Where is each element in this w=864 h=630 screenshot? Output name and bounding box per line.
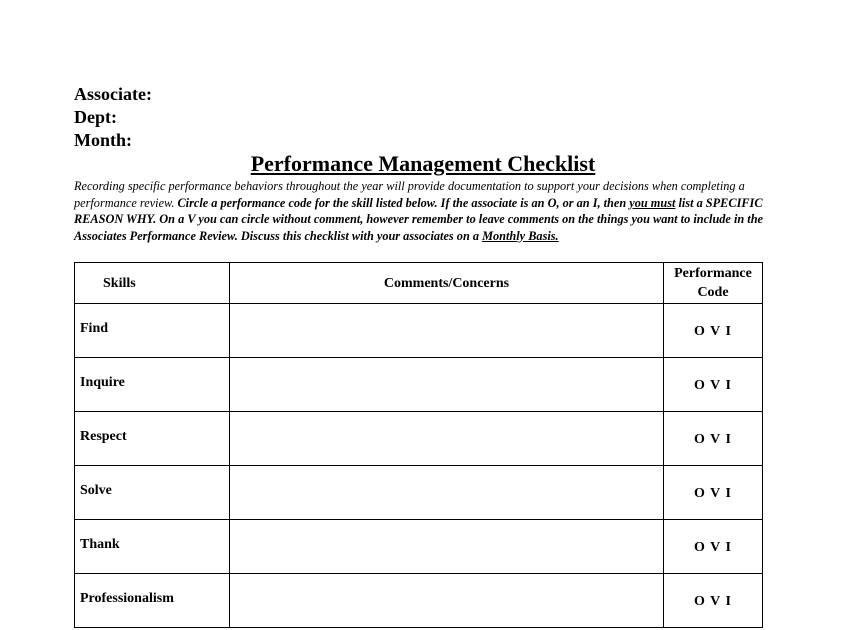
code-cell[interactable]: [664, 520, 763, 574]
skill-cell: [75, 520, 230, 574]
intro-text-4: list a SPECIFIC REASON WHY. On a V you can circle without comment, however remember to leave comments on the things you want to include in the Associates Performance Review. Discuss this checklist with your associates on a: [74, 195, 764, 243]
code-cell[interactable]: [664, 358, 763, 412]
comment-cell[interactable]: [230, 520, 664, 574]
month-label: Month:: [74, 130, 132, 150]
table-row: [75, 304, 763, 358]
comment-cell[interactable]: [230, 412, 664, 466]
skill-cell: [75, 466, 230, 520]
code-header: Performance Code: [664, 263, 763, 304]
skill-name: Solve: [80, 482, 112, 498]
intro-paragraph: [74, 178, 774, 244]
intro-text-5: Monthly Basis.: [482, 228, 559, 243]
comments-header: Comments/Concerns: [230, 263, 664, 304]
code-cell[interactable]: [664, 574, 763, 628]
table-row: [75, 358, 763, 412]
table-header-row: [75, 263, 763, 304]
performance-code: O V I: [694, 539, 732, 555]
skill-cell: [75, 412, 230, 466]
skill-name: Thank: [80, 536, 120, 552]
intro-text-3: you must: [629, 195, 676, 210]
dept-label: Dept:: [74, 107, 117, 127]
skill-name: Inquire: [80, 374, 125, 390]
comment-cell[interactable]: [230, 466, 664, 520]
document-title: Performance Management Checklist: [250, 151, 596, 176]
intro-text-2: Circle a performance code for the skill listed below. If the associate is an O, or an I, then: [177, 195, 630, 210]
associate-label: Associate:: [74, 84, 152, 104]
skill-cell: [75, 358, 230, 412]
skill-cell: [75, 304, 230, 358]
header-fields: [74, 83, 152, 152]
comment-cell[interactable]: [230, 304, 664, 358]
performance-code: O V I: [694, 485, 732, 501]
code-cell[interactable]: [664, 466, 763, 520]
skills-header: Skills: [75, 263, 230, 304]
performance-code: O V I: [694, 323, 732, 339]
performance-code: O V I: [694, 593, 732, 609]
table-row: [75, 412, 763, 466]
skill-name: Find: [80, 320, 109, 336]
performance-code: O V I: [694, 377, 732, 393]
checklist-table: [74, 262, 763, 628]
code-cell[interactable]: [664, 304, 763, 358]
skill-name: Professionalism: [80, 590, 174, 606]
comment-cell[interactable]: [230, 574, 664, 628]
skill-name: Respect: [80, 428, 127, 444]
skill-cell: [75, 574, 230, 628]
code-cell[interactable]: [664, 412, 763, 466]
intro-text-1: Recording specific performance behaviors throughout the year will provide documentation to support your decisions when completing a performance review.: [74, 179, 745, 210]
table-row: [75, 574, 763, 628]
comment-cell[interactable]: [230, 358, 664, 412]
table-row: [75, 520, 763, 574]
performance-code: O V I: [694, 431, 732, 447]
table-row: [75, 466, 763, 520]
